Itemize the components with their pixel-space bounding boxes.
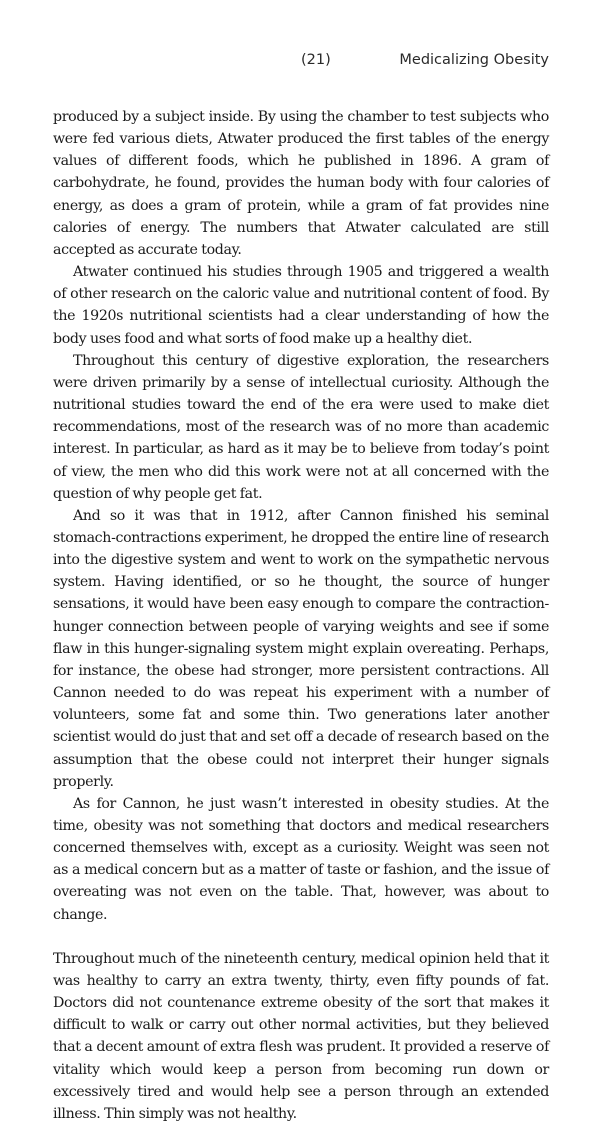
page-number: (21) (301, 52, 331, 68)
body-text (53, 106, 549, 1125)
paragraph-section-start: Throughout much of the nineteenth century, medical opinion held that it was healthy to carry an extra twenty, thirty, even fifty pounds of fat. Doctors did not countenance extreme obesity of the sort that makes it difficult to walk or carry out other normal activities, but they believed that a decent amount of extra flesh was prudent. It provided a reserve of vitality which would keep a person from becoming run down or excessively tired and would help see a person through an extended illness. Thin simply was not healthy. (53, 950, 549, 1122)
paragraph: And so it was that in 1912, after Cannon finished his seminal stomach-contractions experiment, he dropped the entire line of research into the digestive system and went to work on the sympathetic nervous system. Having identified, or so he thought, the source of hunger sensations, it would have been easy enough to compare the contraction-hunger connection between people of varying weights and see if some flaw in this hunger-signaling system might explain overeating. Perhaps, for instance, the obese had stronger, more persistent contractions. All Cannon needed to do was repeat his experiment with a number of volunteers, some fat and some thin. Two generations later another scientist would do just that and set off a decade of research based on the assumption that the obese could not interpret their hunger signals properly. (53, 507, 549, 790)
running-head (53, 52, 549, 76)
paragraph-continuation: produced by a subject inside. By using the chamber to test subjects who were fed various diets, Atwater produced the first tables of the energy values of different foods, which he published in 1896. A gram of carbohydrate, he found, provides the human body with four calories of energy, as does a gram of protein, while a gram of fat provides nine calories of energy. The numbers that Atwater calculated are still accepted as accurate today. (53, 109, 549, 258)
paragraph: Throughout this century of digestive exploration, the researchers were driven primarily by a sense of intellectual curiosity. Although the nutritional studies toward the end of the era were used to make diet recommendations, most of the research was of no more than academic interest. In particular, as hard as it may be to believe from today’s point of view, the men who did this work were not at all concerned with the question of why people get fat. (53, 352, 549, 502)
paragraph: As for Cannon, he just wasn’t interested in obesity studies. At the time, obesity was not something that doctors and medical researchers concerned themselves with, except as a curiosity. Weight was seen not as a medical concern but as a matter of taste or fashion, and the issue of overeating was not even on the table. That, however, was about to change. (53, 795, 549, 923)
paragraph: Atwater continued his studies through 1905 and triggered a wealth of other research on the caloric value and nutritional content of food. By the 1920s nutritional scientists had a clear understanding of how the body uses food and what sorts of food make up a healthy diet. (53, 264, 549, 347)
running-title: Medicalizing Obesity (399, 52, 549, 68)
